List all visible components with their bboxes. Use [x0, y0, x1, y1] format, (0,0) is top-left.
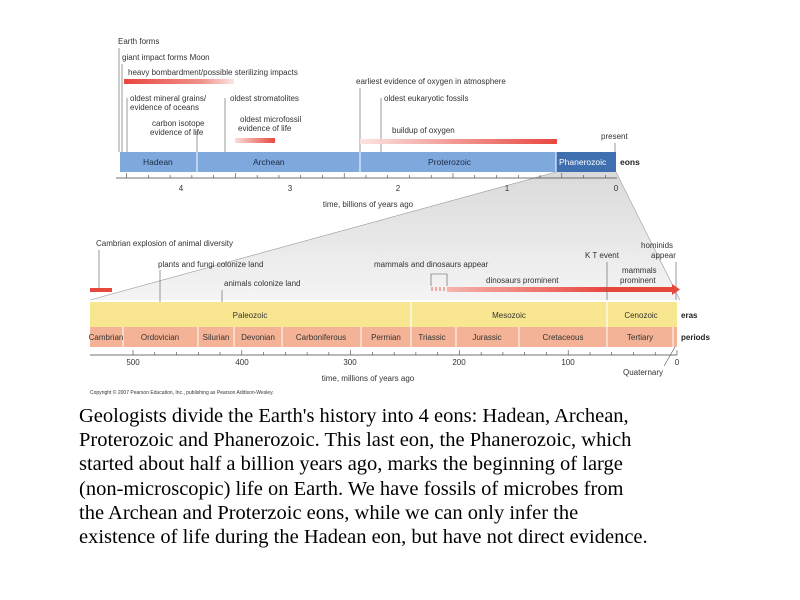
period-label-carboniferous: Carboniferous [295, 333, 347, 342]
bottom-tick-500: 500 [126, 358, 140, 367]
top-axis-label: time, billions of years ago [322, 200, 414, 209]
copyright-note: Copyright © 2007 Pearson Education, Inc., publishing as Pearson Addison-Wesley. [90, 390, 274, 396]
bottom-tick-100: 100 [561, 358, 575, 367]
caption-line: started about half a billion years ago, marks the beginning of large [79, 453, 623, 476]
caption-line: the Archean and Proterzoic eons, while we can only infer the [79, 501, 579, 524]
era-label-mesozoic: Mesozoic [492, 311, 526, 320]
label-hominids-2: appear [651, 251, 676, 260]
label-mammals-dinos: mammals and dinosaurs appear [374, 260, 489, 269]
label-animals-land: animals colonize land [224, 279, 301, 288]
period-label-cretaceous: Cretaceous [542, 333, 584, 342]
eons-row-label: eons [620, 157, 640, 167]
label-microfossil-2: evidence of life [238, 124, 292, 133]
caption-line: existence of life during the Hadean eon, but have not direct evidence. [79, 526, 648, 549]
leader-quaternary [664, 347, 675, 366]
top-tick-1: 1 [504, 184, 510, 193]
label-bombardment: heavy bombardment/possible sterilizing impacts [128, 68, 298, 77]
caption-line: Proterozoic and Phanerozoic. This last eon, the Phanerozoic, which [79, 429, 632, 452]
label-hominids-1: hominids [641, 241, 674, 250]
label-dinos-prominent: dinosaurs prominent [486, 276, 559, 285]
label-plants-fungi: plants and fungi colonize land [158, 260, 264, 269]
eon-label-hadean: Hadean [143, 157, 173, 167]
period-label-devonian: Devonian [241, 333, 275, 342]
top-tick-3: 3 [287, 184, 293, 193]
era-label-cenozoic: Cenozoic [624, 311, 658, 320]
period-label-triassic: Triassic [418, 333, 446, 342]
period-label-cambrian: Cambrian [88, 333, 124, 342]
label-mineral-grains-1: oldest mineral grains/ [130, 94, 207, 103]
label-stromatolites: oldest stromatolites [230, 94, 299, 103]
caption-paragraph [79, 404, 769, 549]
bar-bombardment [124, 79, 234, 84]
label-mammals-prominent-2: prominent [620, 276, 656, 285]
label-quaternary: Quaternary [623, 368, 664, 377]
top-tick-0: 0 [613, 184, 619, 193]
bottom-axis-label: time, millions of years ago [321, 374, 415, 383]
bar-microfossil [235, 138, 275, 143]
bar-oxygen-buildup [360, 139, 557, 144]
period-label-ordovician: Ordovician [140, 333, 180, 342]
bottom-tick-300: 300 [343, 358, 357, 367]
bottom-tick-0: 0 [674, 358, 680, 367]
bar-cambrian-explosion [90, 288, 112, 292]
bottom-axis-ticks [133, 350, 677, 355]
caption-line: (non-microscopic) life on Earth. We have fossils of microbes from [79, 477, 624, 500]
caption-line: Geologists divide the Earth's history into 4 eons: Hadean, Archean, [79, 405, 629, 427]
top-tick-2: 2 [395, 184, 401, 193]
eon-label-archean: Archean [253, 157, 285, 167]
label-microfossil-1: oldest microfossil [240, 115, 302, 124]
label-earth-forms: Earth forms [118, 37, 160, 46]
label-mineral-grains-2: evidence of oceans [130, 103, 199, 112]
label-oxygen-evidence: earliest evidence of oxygen in atmosphere [356, 77, 506, 86]
top-tick-4: 4 [178, 184, 184, 193]
period-label-permian: Permian [371, 333, 401, 342]
bar-mammals-prominent [607, 287, 672, 292]
label-carbon-isotope-1: carbon isotope [152, 119, 205, 128]
label-kt-event: K T event [585, 251, 619, 260]
label-present: present [601, 132, 628, 141]
eras-row-label: eras [681, 311, 698, 320]
label-mammals-prominent-1: mammals [622, 266, 657, 275]
label-oxygen-buildup: buildup of oxygen [392, 126, 455, 135]
period-label-silurian: Silurian [202, 333, 230, 342]
bar-dinos-prominent [447, 287, 607, 292]
top-axis-ticks [127, 173, 606, 178]
label-eukaryotic: oldest eukaryotic fossils [384, 94, 469, 103]
periods-row-label: periods [681, 333, 710, 342]
eon-label-proterozoic: Proterozoic [428, 157, 471, 167]
period-label-jurassic: Jurassic [472, 333, 502, 342]
label-carbon-isotope-2: evidence of life [150, 128, 204, 137]
bottom-tick-200: 200 [452, 358, 466, 367]
label-cambrian-explosion: Cambrian explosion of animal diversity [96, 239, 233, 248]
label-giant-impact: giant impact forms Moon [122, 53, 210, 62]
bottom-tick-400: 400 [235, 358, 249, 367]
period-label-tertiary: Tertiary [626, 333, 654, 342]
era-label-paleozoic: Paleozoic [232, 311, 268, 320]
eon-label-phanerozoic: Phanerozoic [559, 157, 607, 167]
